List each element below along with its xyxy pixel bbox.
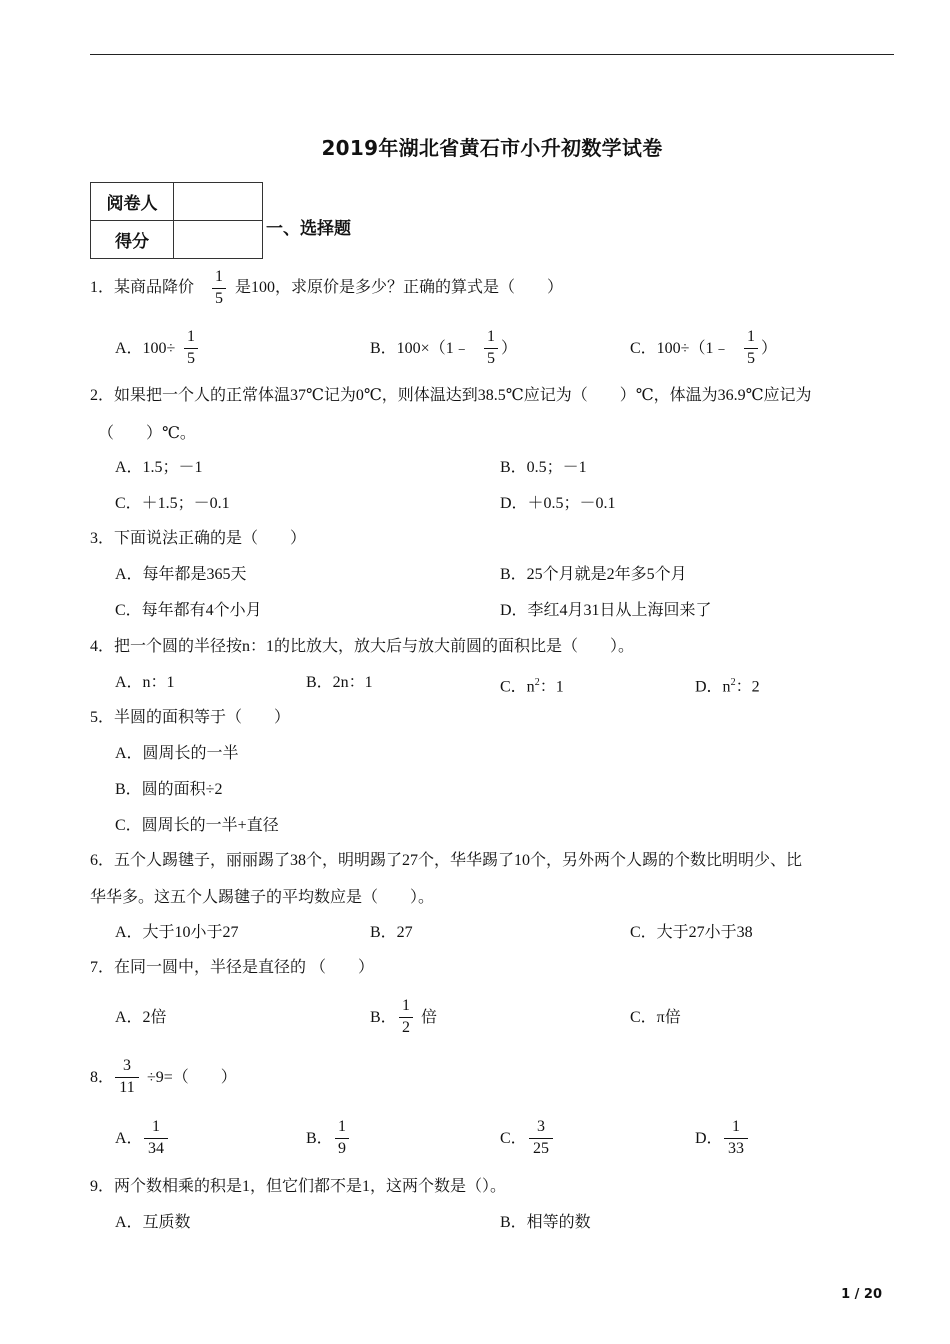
q1-option-a: A．100÷ (115, 340, 176, 357)
q2-option-a: A．1.5；－1 (115, 459, 203, 476)
q9-option-a: A．互质数 (115, 1214, 191, 1231)
score-table (90, 182, 263, 259)
q7-option-b-unit: 倍 (421, 1009, 438, 1026)
q6-stem-2: 华华多。这五个人踢毽子的平均数应是（ ）。 (90, 889, 435, 906)
q8-number: 8． (90, 1069, 115, 1086)
q1-option-b: B．100×（1﹣ (370, 340, 470, 357)
q6-option-b: B．27 (370, 924, 413, 941)
grader-field (174, 183, 263, 221)
q3-stem: 3．下面说法正确的是（ ） (90, 530, 307, 547)
q3-option-c: C．每年都有4个小月 (115, 602, 262, 619)
score-label: 得分 (91, 221, 174, 259)
q1-fraction: 1 5 (212, 268, 226, 308)
q8-option-b-fraction: 1 9 (335, 1118, 349, 1158)
score-field (174, 221, 263, 259)
q2-option-d: D．＋0.5；－0.1 (500, 495, 616, 512)
q2-option-c: C．＋1.5；－0.1 (115, 495, 230, 512)
q7-stem: 7．在同一圆中，半径是直径的 （ ） (90, 959, 375, 976)
q2-option-b: B．0.5；－1 (500, 459, 587, 476)
q7-option-b: B． (370, 1009, 397, 1026)
q5-option-a: A．圆周长的一半 (115, 745, 239, 762)
q4-stem: 4．把一个圆的半径按n：1的比放大，放大后与放大前圆的面积比是（ ）。 (90, 638, 635, 655)
q8-option-c: C． (500, 1130, 527, 1147)
grader-label: 阅卷人 (91, 183, 174, 221)
q2-stem-2: （ ）℃。 (98, 425, 196, 442)
page-title: 2019年湖北省黄石市小升初数学试卷 (321, 136, 663, 160)
q3-option-a: A．每年都是365天 (115, 566, 247, 583)
q4-option-a: A．n：1 (115, 674, 175, 691)
q9-stem: 9．两个数相乘的积是1，但它们都不是1，这两个数是（）。 (90, 1178, 507, 1195)
q5-option-b: B．圆的面积÷2 (115, 781, 223, 798)
q1-option-b-fraction: 1 5 (484, 328, 498, 368)
q8-option-c-fraction: 3 25 (529, 1118, 553, 1158)
q1-option-c: C．100÷（1﹣ (630, 340, 730, 357)
q4-option-c: C．$n^2$：1 (500, 677, 564, 696)
q8-stem: ÷9=（ ） (147, 1069, 237, 1086)
q1-option-c-fraction: 1 5 (744, 328, 758, 368)
q8-fraction: 3 11 (115, 1057, 139, 1097)
q1-option-a-fraction: 1 5 (184, 328, 198, 368)
q3-option-d: D．李红4月31日从上海回来了 (500, 602, 712, 619)
q1-stem-b: 是100，求原价是多少？正确的算式是（ ） (235, 279, 564, 296)
q9-option-b: B．相等的数 (500, 1214, 591, 1231)
q8-option-d: D． (695, 1130, 723, 1147)
q4-option-b: B．2n：1 (306, 674, 373, 691)
q7-option-b-fraction: 1 2 (399, 997, 413, 1037)
q5-stem: 5．半圆的面积等于（ ） (90, 709, 291, 726)
q7-option-a: A．2倍 (115, 1009, 167, 1026)
q8-option-b: B． (306, 1130, 333, 1147)
q6-option-c: C．大于27小于38 (630, 924, 753, 941)
q8-option-d-fraction: 1 33 (724, 1118, 748, 1158)
q1-option-b-close: ） (501, 340, 518, 357)
header-rule (90, 54, 894, 55)
q1-stem-a: 1．某商品降价 (90, 279, 195, 296)
q5-option-c: C．圆周长的一半+直径 (115, 817, 279, 834)
q7-option-c: C．π倍 (630, 1009, 681, 1026)
q8-option-a: A． (115, 1130, 143, 1147)
section-heading: 一、选择题 (266, 219, 351, 239)
q6-stem-1: 6．五个人踢毽子，丽丽踢了38个，明明踢了27个，华华踢了10个，另外两个人踢的个数比明明少、比 (90, 852, 803, 869)
page-number: 1 / 20 (841, 1287, 882, 1302)
q4-option-d: D．$n^2$：2 (695, 677, 760, 696)
q1-option-c-close: ） (761, 340, 778, 357)
q3-option-b: B．25个月就是2年多5个月 (500, 566, 687, 583)
q8-option-a-fraction: 1 34 (144, 1118, 168, 1158)
q6-option-a: A．大于10小于27 (115, 924, 239, 941)
q2-stem-1: 2．如果把一个人的正常体温37℃记为0℃，则体温达到38.5℃应记为（ ）℃，体温为36.9℃应记为 (90, 387, 812, 404)
